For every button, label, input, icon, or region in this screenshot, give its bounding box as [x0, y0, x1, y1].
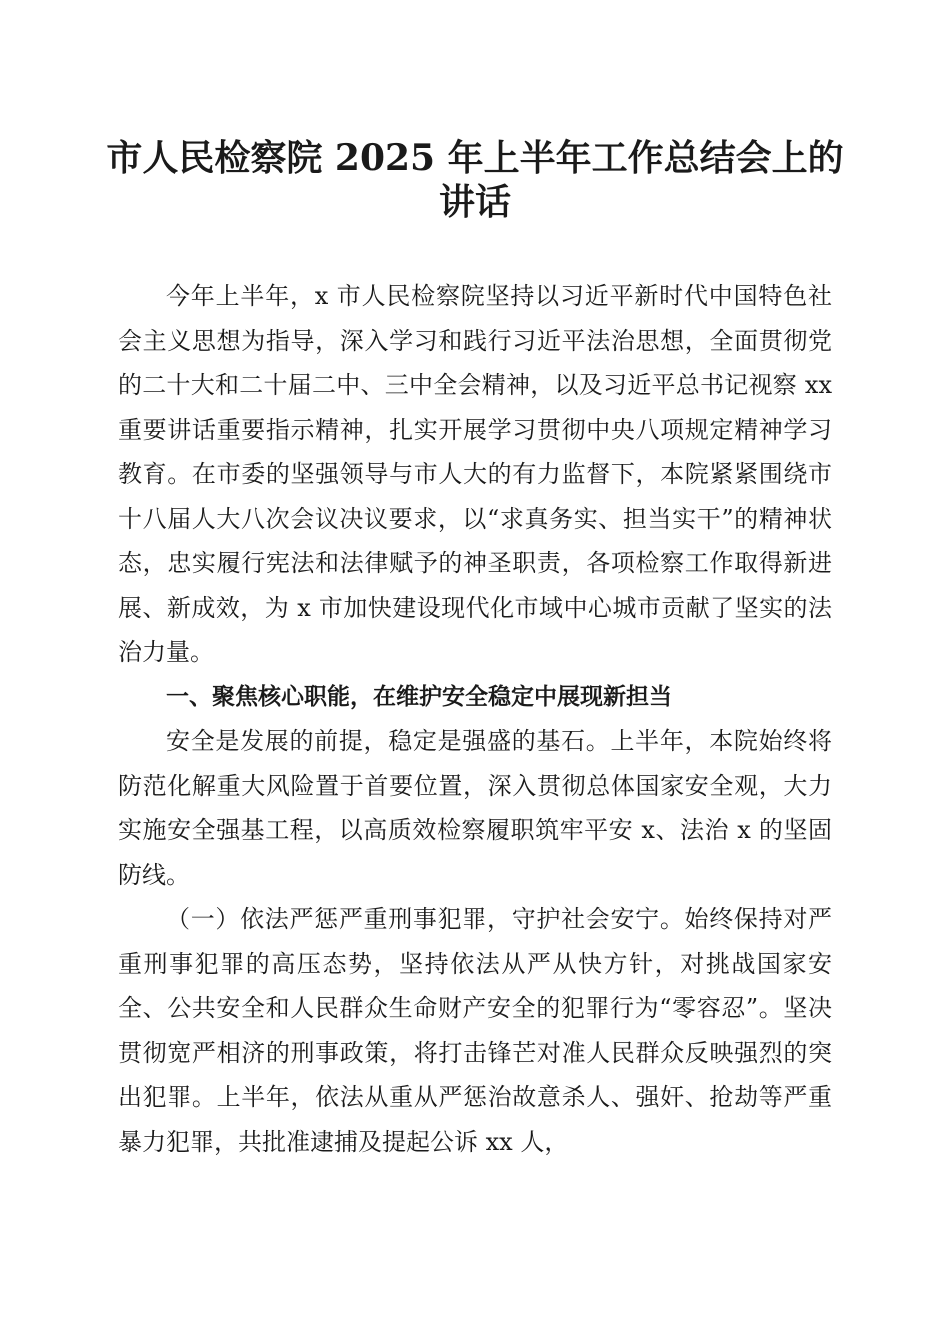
intro-paragraph: 今年上半年，x 市人民检察院坚持以习近平新时代中国特色社会主义思想为指导，深入学习和践行习近平法治思想，全面贯彻党的二十大和二十届二中、三中全会精神，以及习近平总书记视察 xx 重要讲话重要指示精神，扎实开展学习贯彻中央八项规定精神学习教育。在市委的坚强领导与市人大的有力监督下，本院紧紧围绕市十八届人大八次会议决议要求，以“求真务实、担当实干”的精神状态，忠实履行宪法和法律赋予的神圣职责，各项检察工作取得新进展、新成效，为 x 市加快建设现代化市域中心城市贡献了坚实的法治力量。: [118, 282, 832, 666]
subsection-1-body: 始终保持对严重刑事犯罪的高压态势，坚持依法从严从快方针，对挑战国家安全、公共安全和人民群众生命财产安全的犯罪行为“零容忍”。坚决贯彻宽严相济的刑事政策，将打击锋芒对准人民群众反映强烈的突出犯罪。上半年，依法从重从严惩治故意杀人、强奸、抢劫等严重暴力犯罪，共批准逮捕及提起公诉 xx 人，: [118, 905, 833, 1156]
title-line-1: 市人民检察院 2025 年上半年工作总结会上的: [106, 137, 844, 179]
subsection-1-paragraph: [118, 897, 832, 1164]
subsection-1-lead: （一）依法严惩严重刑事犯罪，守护社会安宁。: [166, 905, 685, 933]
section-1-paragraph: 安全是发展的前提，稳定是强盛的基石。上半年，本院始终将防范化解重大风险置于首要位置，深入贯彻总体国家安全观，大力实施安全强基工程，以高质效检察履职筑牢平安 x、法治 x 的坚固防线。: [118, 727, 832, 889]
document-title: [100, 136, 850, 224]
title-line-2: 讲话: [438, 181, 511, 223]
document-body: [118, 274, 832, 1164]
section-1-heading: 一、聚焦核心职能，在维护安全稳定中展现新担当: [166, 683, 672, 710]
